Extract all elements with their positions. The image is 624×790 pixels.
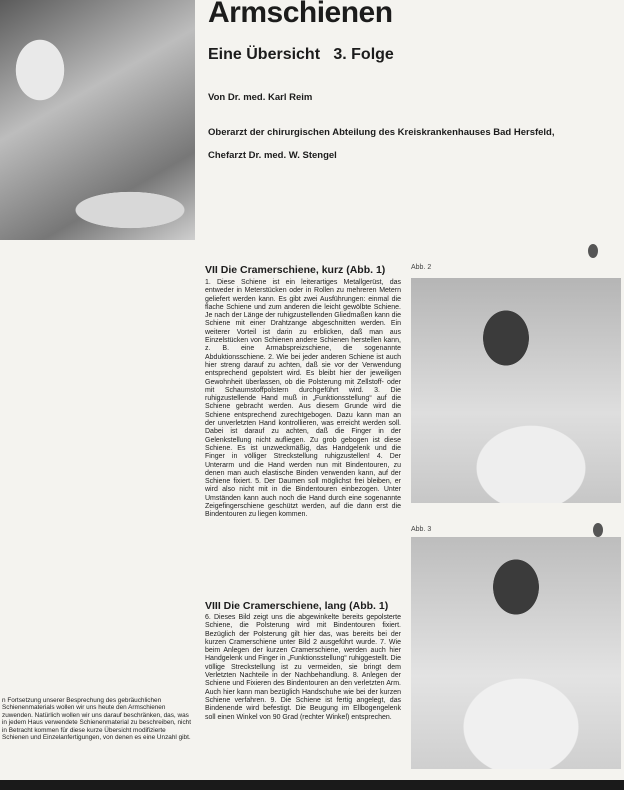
section-8-body: 6. Dieses Bild zeigt uns die abgewinkelte bereits gepolsterte Schiene, die Polsterung wird mit Bindentouren fixiert. Bezüglich der Polsterung gilt hier das, was bereits bei der kurzen Cramerschiene unter Bild 2 ausgeführt wurde. 7. Wie beim Anlegen der kurzen Cramerschiene, werden auch hier Handgelenk und Finger in „Funktionsstellung“ ruhiggestellt. Die völlige Streckstellung ist zu vermeiden, sie bringt dem Verletzten Nachteile in der Nachbehandlung. 8. Anlegen der Schiene und Fixieren des Bindentouren an den verletzten Arm. Auch hier kann man bezüglich Handschuhe wie bei der kurzen Schiene verfahren. 9. Die Schiene ist fertig angelegt, das Bindenende wird befestigt. Die Beugung im Ellbogengelenk soll einen Winkel von 90 Grad (rechter Winkel) entsprechen. <box>205 614 401 721</box>
page-bottom-edge <box>0 780 624 790</box>
article-subtitle: Eine Übersicht 3. Folge <box>208 46 394 63</box>
author-position-1: Oberarzt der chirurgischen Abteilung des Kreiskrankenhauses Bad Hersfeld, <box>208 127 555 138</box>
doctor-xray-photo <box>0 0 195 240</box>
author-line: Von Dr. med. Karl Reim <box>208 92 313 103</box>
binding-hole-mark <box>588 244 598 258</box>
section-7-body: 1. Diese Schiene ist ein leiterartiges Metallgerüst, das entweder in Meterstücken oder in Rollen zu mehreren Metern geliefert werden kann. Es gibt zwei Ausführungen: einmal die flache Schiene und zum anderen die leicht gewölbte Schiene. Je nach der Länge der ruhigzustellenden Gliedmaßen kann die Schiene mit einer Drahtzange abgeschnitten werden. Ein weiterer Vorteil ist darin zu erblicken, daß man aus Einzelstücken von Schienen andere Schienen herstellen kann, z. B. eine Armabspreizschiene, die sogenannte Abduktionsschiene. 2. Wie bei jeder anderen Schiene ist auch hier streng darauf zu achten, daß sie vor der Verwendung entsprechend gepolstert wird. Es bleibt hier der jeweiligen Gewohnheit überlassen, ob die Polsterung mit Zellstoff- oder mit Schaumstoffpolstern durchgeführt wird. 3. Die ruhigzustellende Hand muß in „Funktionsstellung“ auf die Schiene gebracht werden. Aus diesem Grunde wird die Schiene entsprechend zurechtgebogen. Dazu kann man an der unverletzten Hand kontrollieren, was erreicht werden soll. Dabei ist darauf zu achten, daß die Finger in der Gelenkstellung nicht aufliegen. Zu grob gebogen ist diese Schiene. Es ist unzweckmäßig, das Handgelenk und die Finger in völliger Streckstellung ruhigzustellen! 4. Der Unterarm und die Hand werden nun mit Bindentouren, zu denen man auch elastische Binden verwenden kann, auf der Schiene fixiert. 5. Der Daumen soll möglichst frei bleiben, er wird also nicht mit in die Bindentouren einbezogen. Unter Umständen kann auch noch die Hand durch eine sogenannte Zeigefingerschiene geschützt werden, auf die dann erst die Bindentouren zu liegen kommen. <box>205 279 401 519</box>
binding-hole-mark <box>593 523 603 537</box>
nurse-splint-photo-2 <box>411 278 621 503</box>
author-position-2: Chefarzt Dr. med. W. Stengel <box>208 150 337 161</box>
nurse-splint-photo-3 <box>411 537 621 769</box>
article-title: Armschienen <box>208 0 393 29</box>
figure-3-caption: Abb. 3 <box>411 526 432 533</box>
intro-footnote: n Fortsetzung unserer Besprechung des gebräuchlichen Schienenmaterials wollen wir uns heute den Armschienen zuwenden. Natürlich wollen wir uns darauf beschränken, das, was in jedem Haus verwendete Schienenmaterial zu beschreiben, nicht in Betracht kommen für diese kurze Übersicht modifizierte Schienen und Einzelanfertigungen, von denen es eine Unzahl gibt. <box>2 697 191 742</box>
section-7-heading: VII Die Cramerschiene, kurz (Abb. 1) <box>205 264 386 276</box>
section-8-heading: VIII Die Cramerschiene, lang (Abb. 1) <box>205 600 389 612</box>
figure-2-caption: Abb. 2 <box>411 264 432 271</box>
